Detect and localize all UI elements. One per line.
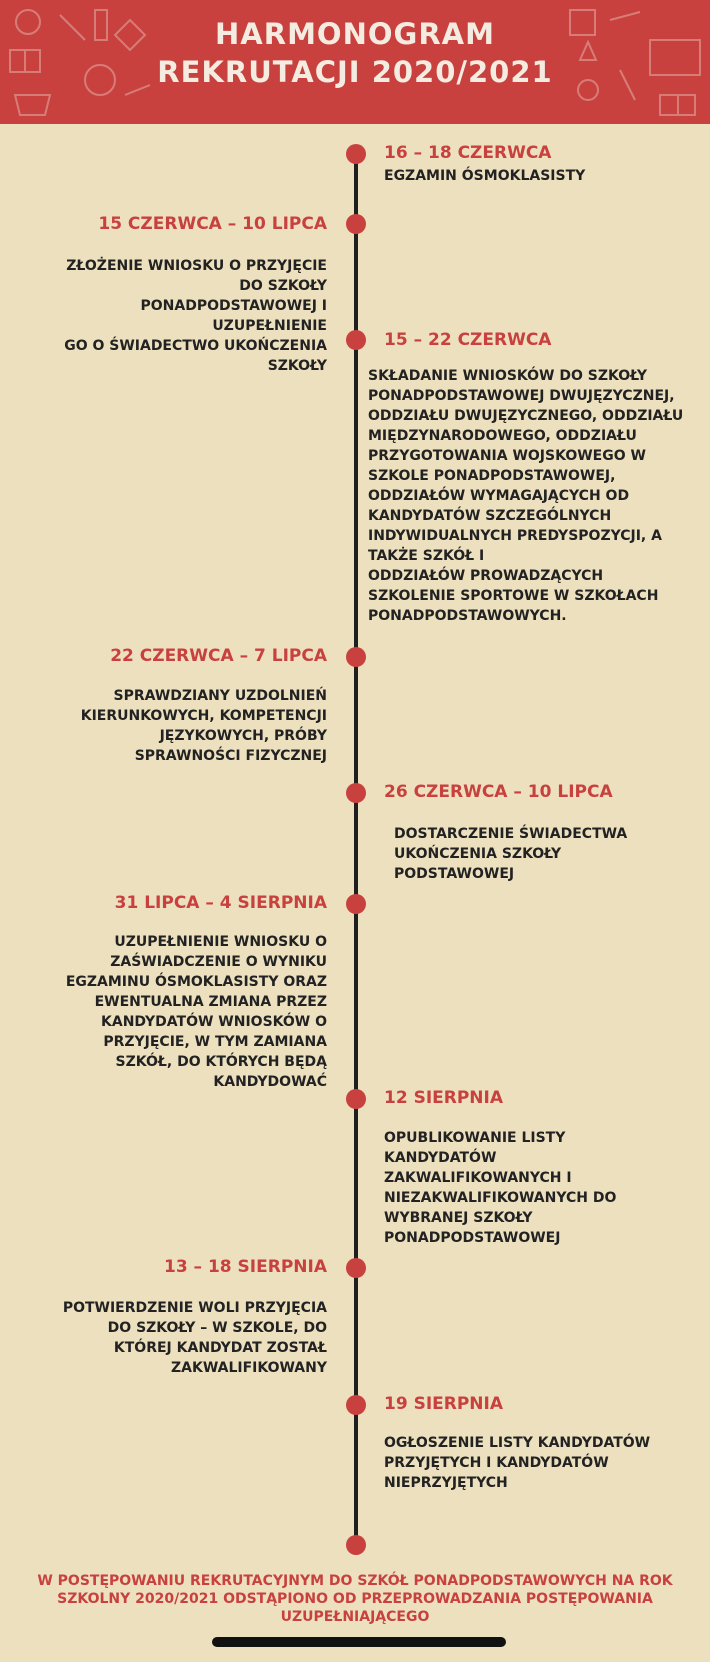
timeline-dot xyxy=(346,1089,366,1109)
event-description: SPRAWDZIANY UZDOLNIEŃ KIERUNKOWYCH, KOMPETENCJI JĘZYKOWYCH, PRÓBY SPRAWNOŚCI FIZYCZNEJ xyxy=(80,688,327,764)
page-title-line-2: REKRUTACJI 2020/2021 xyxy=(157,55,553,89)
event-description: POTWIERDZENIE WOLI PRZYJĘCIA DO SZKOŁY – W SZKOLE, DO KTÓREJ KANDYDAT ZOSTAŁ ZAKWALIFIKOWANY xyxy=(62,1300,327,1376)
event-date: 31 LIPCA – 4 SIERPNIA xyxy=(114,893,327,913)
timeline-dot xyxy=(346,330,366,350)
timeline-dot xyxy=(346,894,366,914)
timeline-end-dot xyxy=(346,1535,366,1555)
event-date: 15 CZERWCA – 10 LIPCA xyxy=(98,214,327,234)
event-date: 13 – 18 SIERPNIA xyxy=(163,1257,327,1277)
event-description: EGZAMIN ÓSMOKLASISTY xyxy=(384,168,586,184)
event-date: 22 CZERWCA – 7 LIPCA xyxy=(110,646,327,666)
event-description: ZŁOŻENIE WNIOSKU O PRZYJĘCIE DO SZKOŁY PONADPODSTAWOWEJ I UZUPEŁNIENIE GO O ŚWIADECTWO UKOŃCZENIA SZKOŁY xyxy=(64,258,327,374)
timeline-dot xyxy=(346,1258,366,1278)
event-date: 12 SIERPNIA xyxy=(384,1088,504,1108)
event-description: SKŁADANIE WNIOSKÓW DO SZKOŁY PONADPODSTAWOWEJ DWUJĘZYCZNEJ, ODDZIAŁU DWUJĘZYCZNEGO, ODDZIAŁU MIĘDZYNARODOWEGO, ODDZIAŁU PRZYGOTOWANIA WOJSKOWEGO W SZKOLE PONADPODSTAWOWEJ, ODDZIAŁÓW WYMAGAJĄCYCH OD KANDYDATÓW SZCZEGÓLNYCH INDYWIDUALNYCH PREDYSPOZYCJI, A TAKŻE SZKÓŁ I ODDZIAŁÓW PROWADZĄCYCH SZKOLENIE SPORTOWE W SZKOŁACH PONADPODSTAWOWYCH. xyxy=(368,368,684,624)
event-date: 19 SIERPNIA xyxy=(384,1394,504,1414)
event-description: OGŁOSZENIE LISTY KANDYDATÓW PRZYJĘTYCH I KANDYDATÓW NIEPRZYJĘTYCH xyxy=(384,1435,651,1491)
event-description: DOSTARCZENIE ŚWIADECTWA UKOŃCZENIA SZKOŁY PODSTAWOWEJ xyxy=(394,826,628,882)
home-indicator[interactable] xyxy=(212,1637,506,1647)
timeline-dot xyxy=(346,783,366,803)
header-banner xyxy=(0,0,710,124)
event-description: OPUBLIKOWANIE LISTY KANDYDATÓW ZAKWALIFIKOWANYCH I NIEZAKWALIFIKOWANYCH DO WYBRANEJ SZKOŁY PONADPODSTAWOWEJ xyxy=(384,1130,617,1246)
event-description: UZUPEŁNIENIE WNIOSKU O ZAŚWIADCZENIE O WYNIKU EGZAMINU ÓSMOKLASISTY ORAZ EWENTUALNA ZMIANA PRZEZ KANDYDATÓW WNIOSKÓW O PRZYJĘCIE, W TYM ZAMIANA SZKÓŁ, DO KTÓRYCH BĘDĄ KANDYDOWAĆ xyxy=(65,934,327,1090)
page-title-line-1: HARMONOGRAM xyxy=(215,17,495,51)
timeline-dot xyxy=(346,144,366,164)
event-date: 16 – 18 CZERWCA xyxy=(384,143,552,163)
timeline-dot xyxy=(346,647,366,667)
footer-note: W POSTĘPOWANIU REKRUTACYJNYM DO SZKÓŁ PONADPODSTAWOWYCH NA ROK SZKOLNY 2020/2021 ODSTĄPIONO OD PRZEPROWADZANIA POSTĘPOWANIA UZUPEŁNIAJĄCEGO xyxy=(37,1573,673,1625)
timeline-dot xyxy=(346,1395,366,1415)
timeline-line xyxy=(354,150,358,1545)
event-date: 15 – 22 CZERWCA xyxy=(384,330,552,350)
event-date: 26 CZERWCA – 10 LIPCA xyxy=(384,782,613,802)
timeline-dot xyxy=(346,214,366,234)
